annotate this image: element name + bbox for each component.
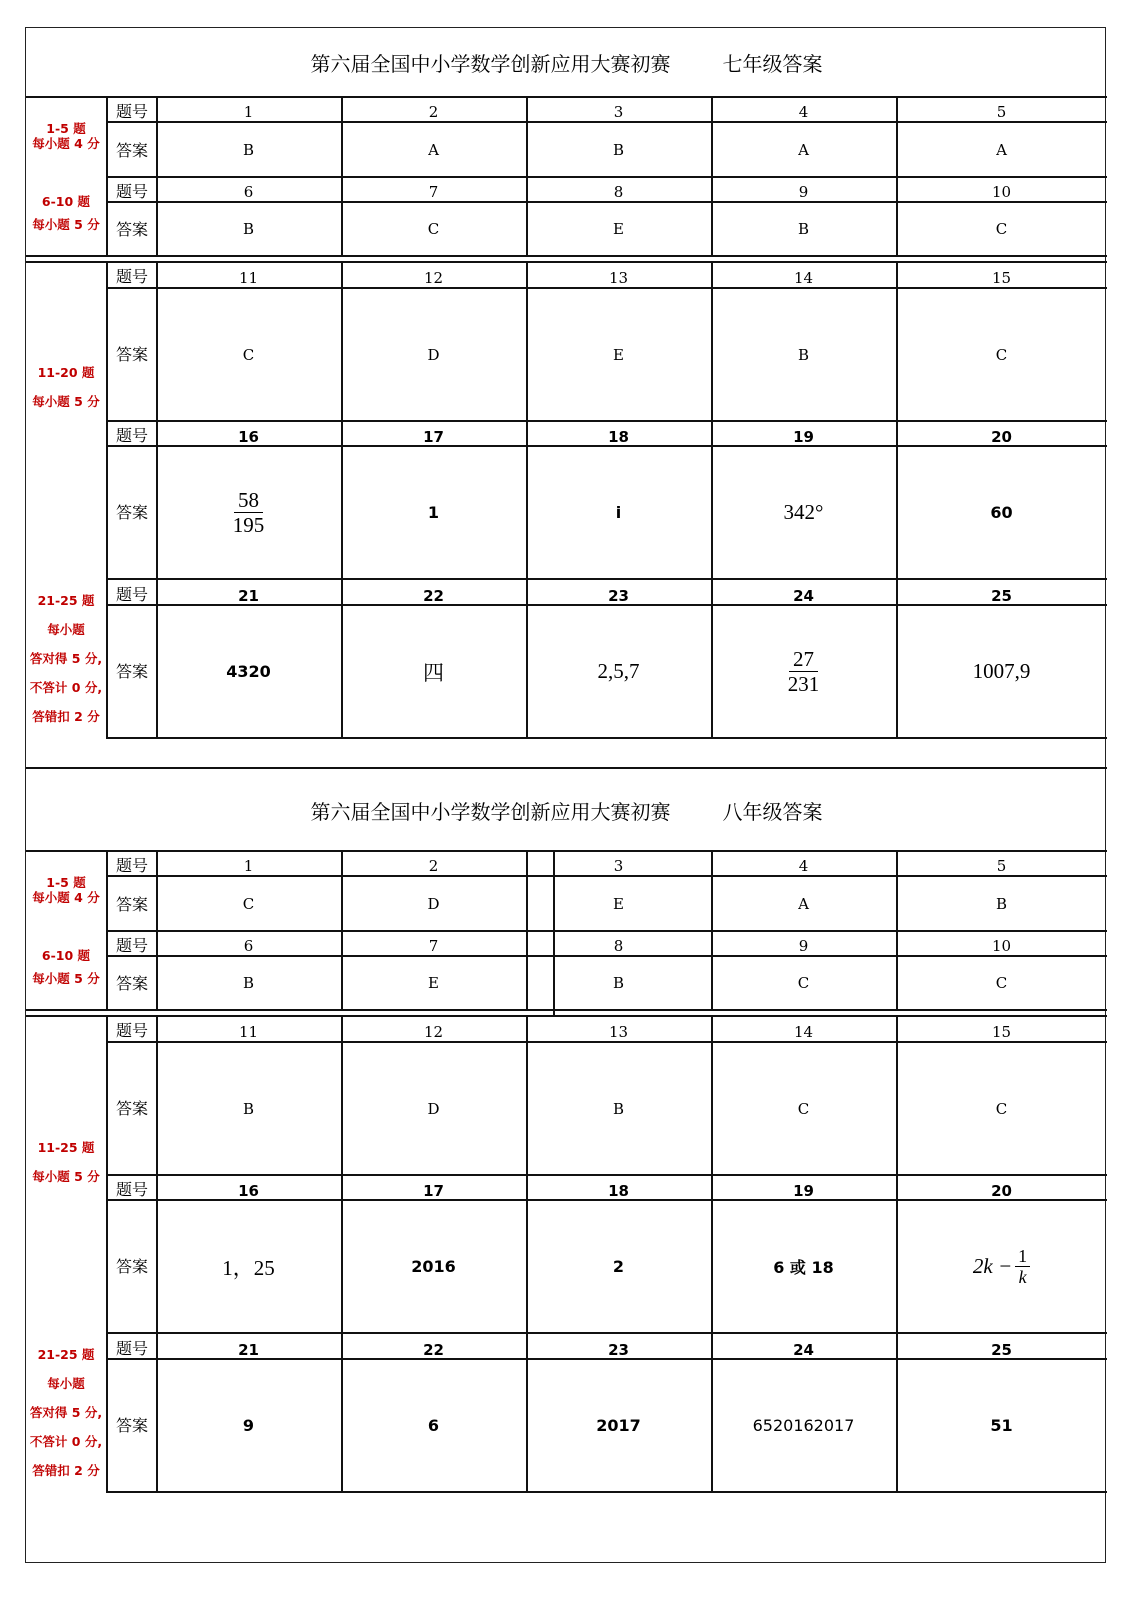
question-number: 1: [243, 103, 254, 121]
question-no-label: 题号: [115, 856, 148, 875]
question-number: 19: [793, 1182, 814, 1200]
question-number: 18: [608, 1182, 629, 1200]
fraction-numerator: 58: [234, 488, 263, 513]
question-number: 16: [238, 428, 259, 446]
question-number: 13: [608, 269, 629, 287]
answer-value: B: [242, 140, 255, 159]
answer-value: 1007,9: [972, 659, 1031, 683]
answer-value: B: [612, 1099, 625, 1118]
answer-value: B: [797, 220, 810, 238]
question-number: 24: [793, 587, 814, 605]
answer-value: B: [242, 1099, 255, 1118]
expression-main: 2k −: [972, 1254, 1013, 1278]
question-number: 17: [423, 428, 444, 446]
question-number: 23: [608, 587, 629, 605]
question-number: 3: [613, 103, 624, 121]
question-number: 8: [613, 183, 624, 201]
answer-label: 答案: [115, 1257, 148, 1276]
question-number: 24: [793, 1341, 814, 1359]
grade7-note-q11-20: 11-20 题 每小题 5 分: [32, 365, 100, 409]
question-no-label: 题号: [115, 102, 148, 121]
question-number: 8: [613, 937, 624, 955]
answer-value: C: [995, 345, 1008, 364]
answer-value: E: [613, 894, 624, 913]
question-number: 12: [423, 269, 444, 287]
question-no-label: 题号: [115, 182, 148, 201]
answer-label: 答案: [115, 974, 148, 993]
answer-value: E: [428, 974, 439, 992]
answer-value: B: [995, 894, 1008, 913]
grade8-grade-label: 八年级答案: [722, 800, 823, 824]
answer-label: 答案: [115, 141, 148, 160]
question-number: 7: [428, 937, 439, 955]
question-number: 2: [428, 103, 439, 121]
answer-value: B: [242, 974, 255, 992]
answer-value: 2: [612, 1257, 625, 1276]
question-number: 6: [243, 937, 254, 955]
question-no-label: 题号: [115, 1180, 148, 1199]
question-number: 22: [423, 1341, 444, 1359]
answer-fraction: [711, 606, 896, 737]
answer-value: 2016: [411, 1257, 456, 1276]
fraction-denominator: 195: [232, 513, 265, 537]
answer-value: A: [798, 140, 809, 159]
question-number: 21: [238, 587, 259, 605]
question-number: 11: [238, 269, 259, 287]
question-no-label: 题号: [115, 1021, 148, 1040]
grade8-note-q11-25: 11-25 题 每小题 5 分: [32, 1140, 100, 1184]
question-number: 14: [793, 269, 814, 287]
question-number: 4: [798, 857, 809, 875]
answer-value: 60: [990, 503, 1013, 522]
answer-value: 6: [427, 1416, 440, 1435]
answer-value: A: [996, 140, 1007, 159]
grade8-note-q6-10: 6-10 题 每小题 5 分: [32, 948, 100, 986]
answer-label: 答案: [115, 503, 148, 522]
question-number: 25: [991, 1341, 1012, 1359]
answer-value: 2017: [596, 1416, 641, 1435]
answer-value: C: [995, 1099, 1008, 1118]
grade8-title-text: 第六届全国中小学数学创新应用大赛初赛: [310, 800, 671, 824]
question-number: 20: [991, 428, 1012, 446]
answer-value: A: [428, 140, 439, 159]
question-no-label: 题号: [115, 267, 148, 286]
answer-value: C: [242, 345, 255, 364]
answer-value: 342°: [783, 500, 824, 524]
fraction-denominator: 231: [787, 672, 820, 696]
question-number: 14: [793, 1023, 814, 1041]
answer-label: 答案: [115, 220, 148, 239]
question-number: 15: [991, 269, 1012, 287]
question-number: 16: [238, 1182, 259, 1200]
answer-value: D: [427, 345, 440, 364]
answer-value: B: [612, 140, 625, 159]
grade8-note-q21-25: 21-25 题 每小题 答对得 5 分, 不答计 0 分, 答错扣 2 分: [29, 1347, 103, 1478]
answer-value: 6 或 18: [773, 1258, 834, 1277]
answer-value: 2,5,7: [597, 659, 640, 683]
question-number: 10: [991, 183, 1012, 201]
answer-value: C: [797, 974, 810, 992]
question-number: 21: [238, 1341, 259, 1359]
question-number: 5: [996, 857, 1007, 875]
question-number: 4: [798, 103, 809, 121]
question-number: 25: [991, 587, 1012, 605]
answer-value: C: [242, 894, 255, 913]
question-no-label: 题号: [115, 1339, 148, 1358]
fraction-numerator: 27: [789, 647, 818, 672]
answer-value: B: [612, 974, 625, 992]
question-number: 22: [423, 587, 444, 605]
grade7-note-q6-10: 6-10 题 每小题 5 分: [32, 194, 100, 232]
question-number: 20: [991, 1182, 1012, 1200]
grade7-note-q21-25: 21-25 题 每小题 答对得 5 分, 不答计 0 分, 答错扣 2 分: [29, 593, 103, 724]
answer-value: C: [427, 220, 440, 238]
answer-expression: [896, 1201, 1107, 1332]
question-number: 1: [243, 857, 254, 875]
grade7-note-q1-5: 1-5 题 每小题 4 分: [32, 121, 100, 151]
answer-label: 答案: [115, 1099, 148, 1118]
answer-value: B: [242, 220, 255, 238]
question-number: 15: [991, 1023, 1012, 1041]
question-no-label: 题号: [115, 585, 148, 604]
answer-label: 答案: [115, 895, 148, 914]
question-number: 19: [793, 428, 814, 446]
grade8-note-q1-5: 1-5 题 每小题 4 分: [32, 875, 100, 905]
answer-fraction: [156, 447, 341, 578]
question-number: 3: [613, 857, 624, 875]
question-number: 17: [423, 1182, 444, 1200]
answer-value: C: [797, 1099, 810, 1118]
fraction-numerator: 1: [1015, 1246, 1030, 1267]
answer-value: A: [798, 894, 809, 913]
answer-value: 4320: [226, 662, 271, 681]
grade7-grade-label: 七年级答案: [722, 52, 823, 76]
question-no-label: 题号: [115, 426, 148, 445]
question-number: 18: [608, 428, 629, 446]
question-number: 9: [798, 183, 809, 201]
answer-value: E: [613, 220, 624, 238]
answer-value: B: [797, 345, 810, 364]
answer-value: 51: [990, 1416, 1013, 1435]
answer-value: 1，25: [222, 1255, 275, 1280]
answer-value: 6520162017: [752, 1416, 855, 1435]
answer-value: D: [427, 894, 440, 913]
grade7-title: [26, 48, 1107, 77]
answer-value: 9: [242, 1416, 255, 1435]
question-number: 5: [996, 103, 1007, 121]
answer-value: E: [613, 345, 624, 364]
question-number: 6: [243, 183, 254, 201]
answer-label: 答案: [115, 662, 148, 681]
answer-label: 答案: [115, 1416, 148, 1435]
question-number: 12: [423, 1023, 444, 1041]
question-number: 9: [798, 937, 809, 955]
question-number: 2: [428, 857, 439, 875]
question-number: 11: [238, 1023, 259, 1041]
answer-value: i: [615, 503, 622, 522]
grade7-title-text: 第六届全国中小学数学创新应用大赛初赛: [310, 52, 671, 76]
answer-label: 答案: [115, 345, 148, 364]
grade8-title: [26, 796, 1107, 825]
answer-value: C: [995, 974, 1008, 992]
question-number: 23: [608, 1341, 629, 1359]
question-number: 13: [608, 1023, 629, 1041]
fraction-denominator: k: [1018, 1267, 1027, 1287]
question-number: 10: [991, 937, 1012, 955]
answer-sheet-page: [25, 27, 1106, 1563]
answer-value: 四: [423, 660, 444, 685]
answer-value: 1: [427, 503, 440, 522]
answer-value: C: [995, 220, 1008, 238]
question-number: 7: [428, 183, 439, 201]
answer-value: D: [427, 1099, 440, 1118]
question-no-label: 题号: [115, 936, 148, 955]
